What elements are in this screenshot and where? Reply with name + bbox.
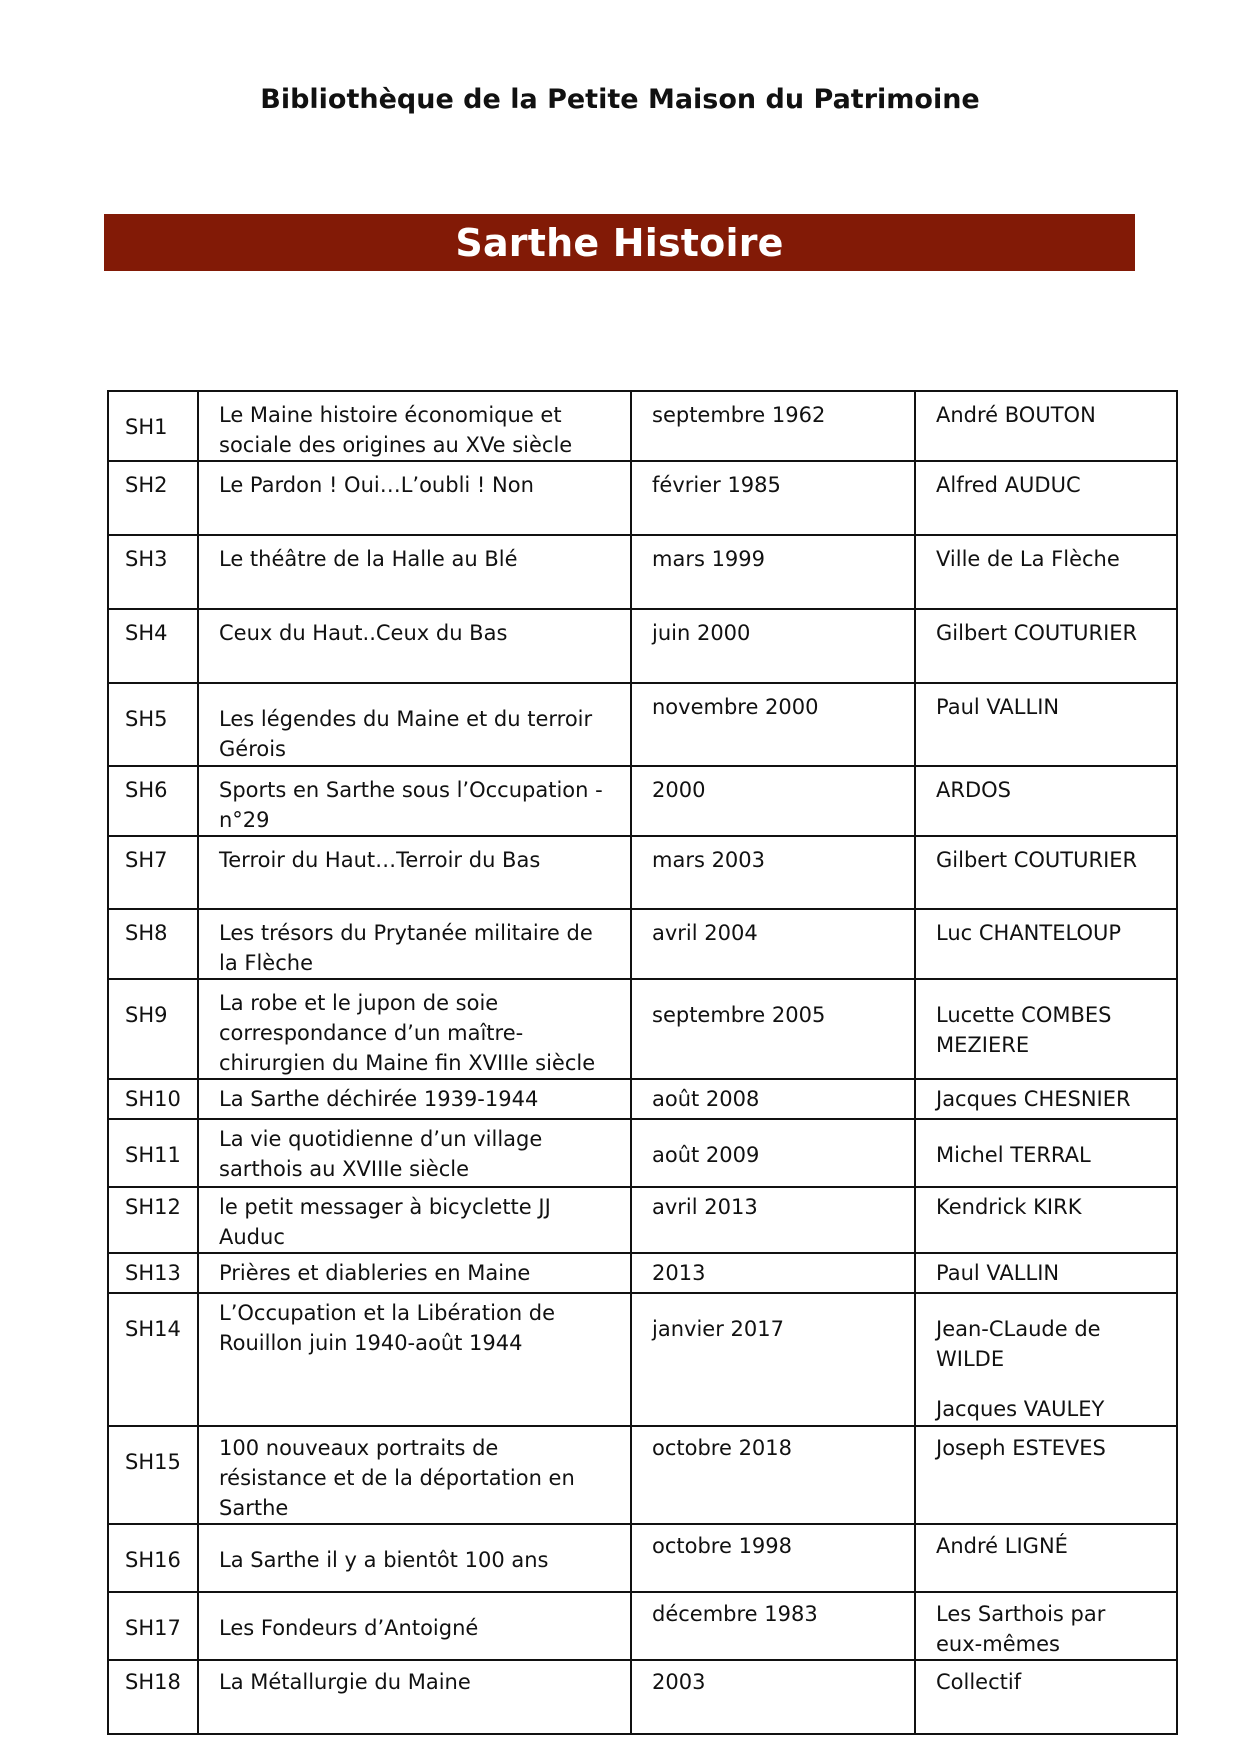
row-author — [915, 1293, 1177, 1426]
row-code: SH6 — [108, 766, 198, 836]
row-code: SH9 — [108, 979, 198, 1079]
table-row — [108, 1293, 1177, 1426]
section-title: Sarthe Histoire — [455, 220, 784, 265]
table-row — [108, 461, 1177, 535]
row-code: SH13 — [108, 1253, 198, 1293]
row-title: Prières et diableries en Maine — [198, 1253, 631, 1293]
row-date: juin 2000 — [631, 609, 915, 683]
row-date: janvier 2017 — [631, 1293, 915, 1426]
row-date: avril 2013 — [631, 1187, 915, 1253]
table-row — [108, 1253, 1177, 1293]
row-author: Joseph ESTEVES — [915, 1426, 1177, 1524]
table-row — [108, 1524, 1177, 1592]
row-code: SH11 — [108, 1119, 198, 1187]
row-title: Le Maine histoire économique et sociale des origines au XVe siècle — [198, 391, 631, 461]
row-title: Ceux du Haut..Ceux du Bas — [198, 609, 631, 683]
table-row — [108, 1187, 1177, 1253]
author-primary: Jean-CLaude de WILDE — [936, 1317, 1101, 1371]
row-date: septembre 2005 — [631, 979, 915, 1079]
row-title: Les trésors du Prytanée militaire de la Flèche — [198, 909, 631, 979]
row-date: octobre 1998 — [631, 1524, 915, 1592]
row-code: SH4 — [108, 609, 198, 683]
table-row — [108, 391, 1177, 461]
row-title: La Métallurgie du Maine — [198, 1660, 631, 1734]
row-title: La Sarthe déchirée 1939-1944 — [198, 1079, 631, 1119]
row-author: Michel TERRAL — [915, 1119, 1177, 1187]
row-author: Collectif — [915, 1660, 1177, 1734]
row-code: SH2 — [108, 461, 198, 535]
row-code: SH16 — [108, 1524, 198, 1592]
row-code: SH8 — [108, 909, 198, 979]
row-code: SH15 — [108, 1426, 198, 1524]
row-author: Alfred AUDUC — [915, 461, 1177, 535]
row-code: SH3 — [108, 535, 198, 609]
row-author: Paul VALLIN — [915, 683, 1177, 766]
row-author: Lucette COMBES MEZIERE — [915, 979, 1177, 1079]
table-row — [108, 535, 1177, 609]
section-banner — [104, 214, 1135, 271]
table-row — [108, 1426, 1177, 1524]
table-row — [108, 683, 1177, 766]
row-date: février 1985 — [631, 461, 915, 535]
row-code: SH7 — [108, 836, 198, 909]
row-date: septembre 1962 — [631, 391, 915, 461]
row-code: SH10 — [108, 1079, 198, 1119]
row-title: 100 nouveaux portraits de résistance et de la déportation en Sarthe — [198, 1426, 631, 1524]
table-row — [108, 1592, 1177, 1660]
row-code: SH17 — [108, 1592, 198, 1660]
row-title: L’Occupation et la Libération de Rouillon juin 1940-août 1944 — [198, 1293, 631, 1426]
table-row — [108, 766, 1177, 836]
row-author: Paul VALLIN — [915, 1253, 1177, 1293]
catalog-table — [107, 390, 1178, 1735]
table-row — [108, 1119, 1177, 1187]
row-title: Le Pardon ! Oui…L’oubli ! Non — [198, 461, 631, 535]
row-author: Gilbert COUTURIER — [915, 609, 1177, 683]
row-author: Luc CHANTELOUP — [915, 909, 1177, 979]
row-date: 2000 — [631, 766, 915, 836]
row-date: mars 2003 — [631, 836, 915, 909]
row-author: Jacques CHESNIER — [915, 1079, 1177, 1119]
row-title: Les légendes du Maine et du terroir Gérois — [198, 683, 631, 766]
row-date: 2003 — [631, 1660, 915, 1734]
page-title: Bibliothèque de la Petite Maison du Patrimoine — [260, 84, 980, 115]
row-author: Kendrick KIRK — [915, 1187, 1177, 1253]
table-row — [108, 836, 1177, 909]
table-row — [108, 1660, 1177, 1734]
row-code: SH14 — [108, 1293, 198, 1426]
row-date: avril 2004 — [631, 909, 915, 979]
row-author: André BOUTON — [915, 391, 1177, 461]
author-secondary: Jacques VAULEY — [936, 1397, 1105, 1421]
table-row — [108, 909, 1177, 979]
row-author: Ville de La Flèche — [915, 535, 1177, 609]
row-title: le petit messager à bicyclette JJ Auduc — [198, 1187, 631, 1253]
row-author: ARDOS — [915, 766, 1177, 836]
row-title: La Sarthe il y a bientôt 100 ans — [198, 1524, 631, 1592]
row-title: Terroir du Haut…Terroir du Bas — [198, 836, 631, 909]
row-date: mars 1999 — [631, 535, 915, 609]
row-date: 2013 — [631, 1253, 915, 1293]
table-row — [108, 979, 1177, 1079]
row-code: SH1 — [108, 391, 198, 461]
row-code: SH12 — [108, 1187, 198, 1253]
table-row — [108, 609, 1177, 683]
row-code: SH18 — [108, 1660, 198, 1734]
row-title: Les Fondeurs d’Antoigné — [198, 1592, 631, 1660]
row-title: La vie quotidienne d’un village sarthois au XVIIIe siècle — [198, 1119, 631, 1187]
row-date: novembre 2000 — [631, 683, 915, 766]
row-author: Les Sarthois par eux-mêmes — [915, 1592, 1177, 1660]
row-author: André LIGNÉ — [915, 1524, 1177, 1592]
row-title: Le théâtre de la Halle au Blé — [198, 535, 631, 609]
row-author: Gilbert COUTURIER — [915, 836, 1177, 909]
row-title: La robe et le jupon de soie correspondance d’un maître-chirurgien du Maine fin XVIIIe siècle — [198, 979, 631, 1079]
row-date: août 2008 — [631, 1079, 915, 1119]
row-code: SH5 — [108, 683, 198, 766]
row-date: décembre 1983 — [631, 1592, 915, 1660]
table-row — [108, 1079, 1177, 1119]
row-date: octobre 2018 — [631, 1426, 915, 1524]
row-date: août 2009 — [631, 1119, 915, 1187]
row-title: Sports en Sarthe sous l’Occupation - n°29 — [198, 766, 631, 836]
